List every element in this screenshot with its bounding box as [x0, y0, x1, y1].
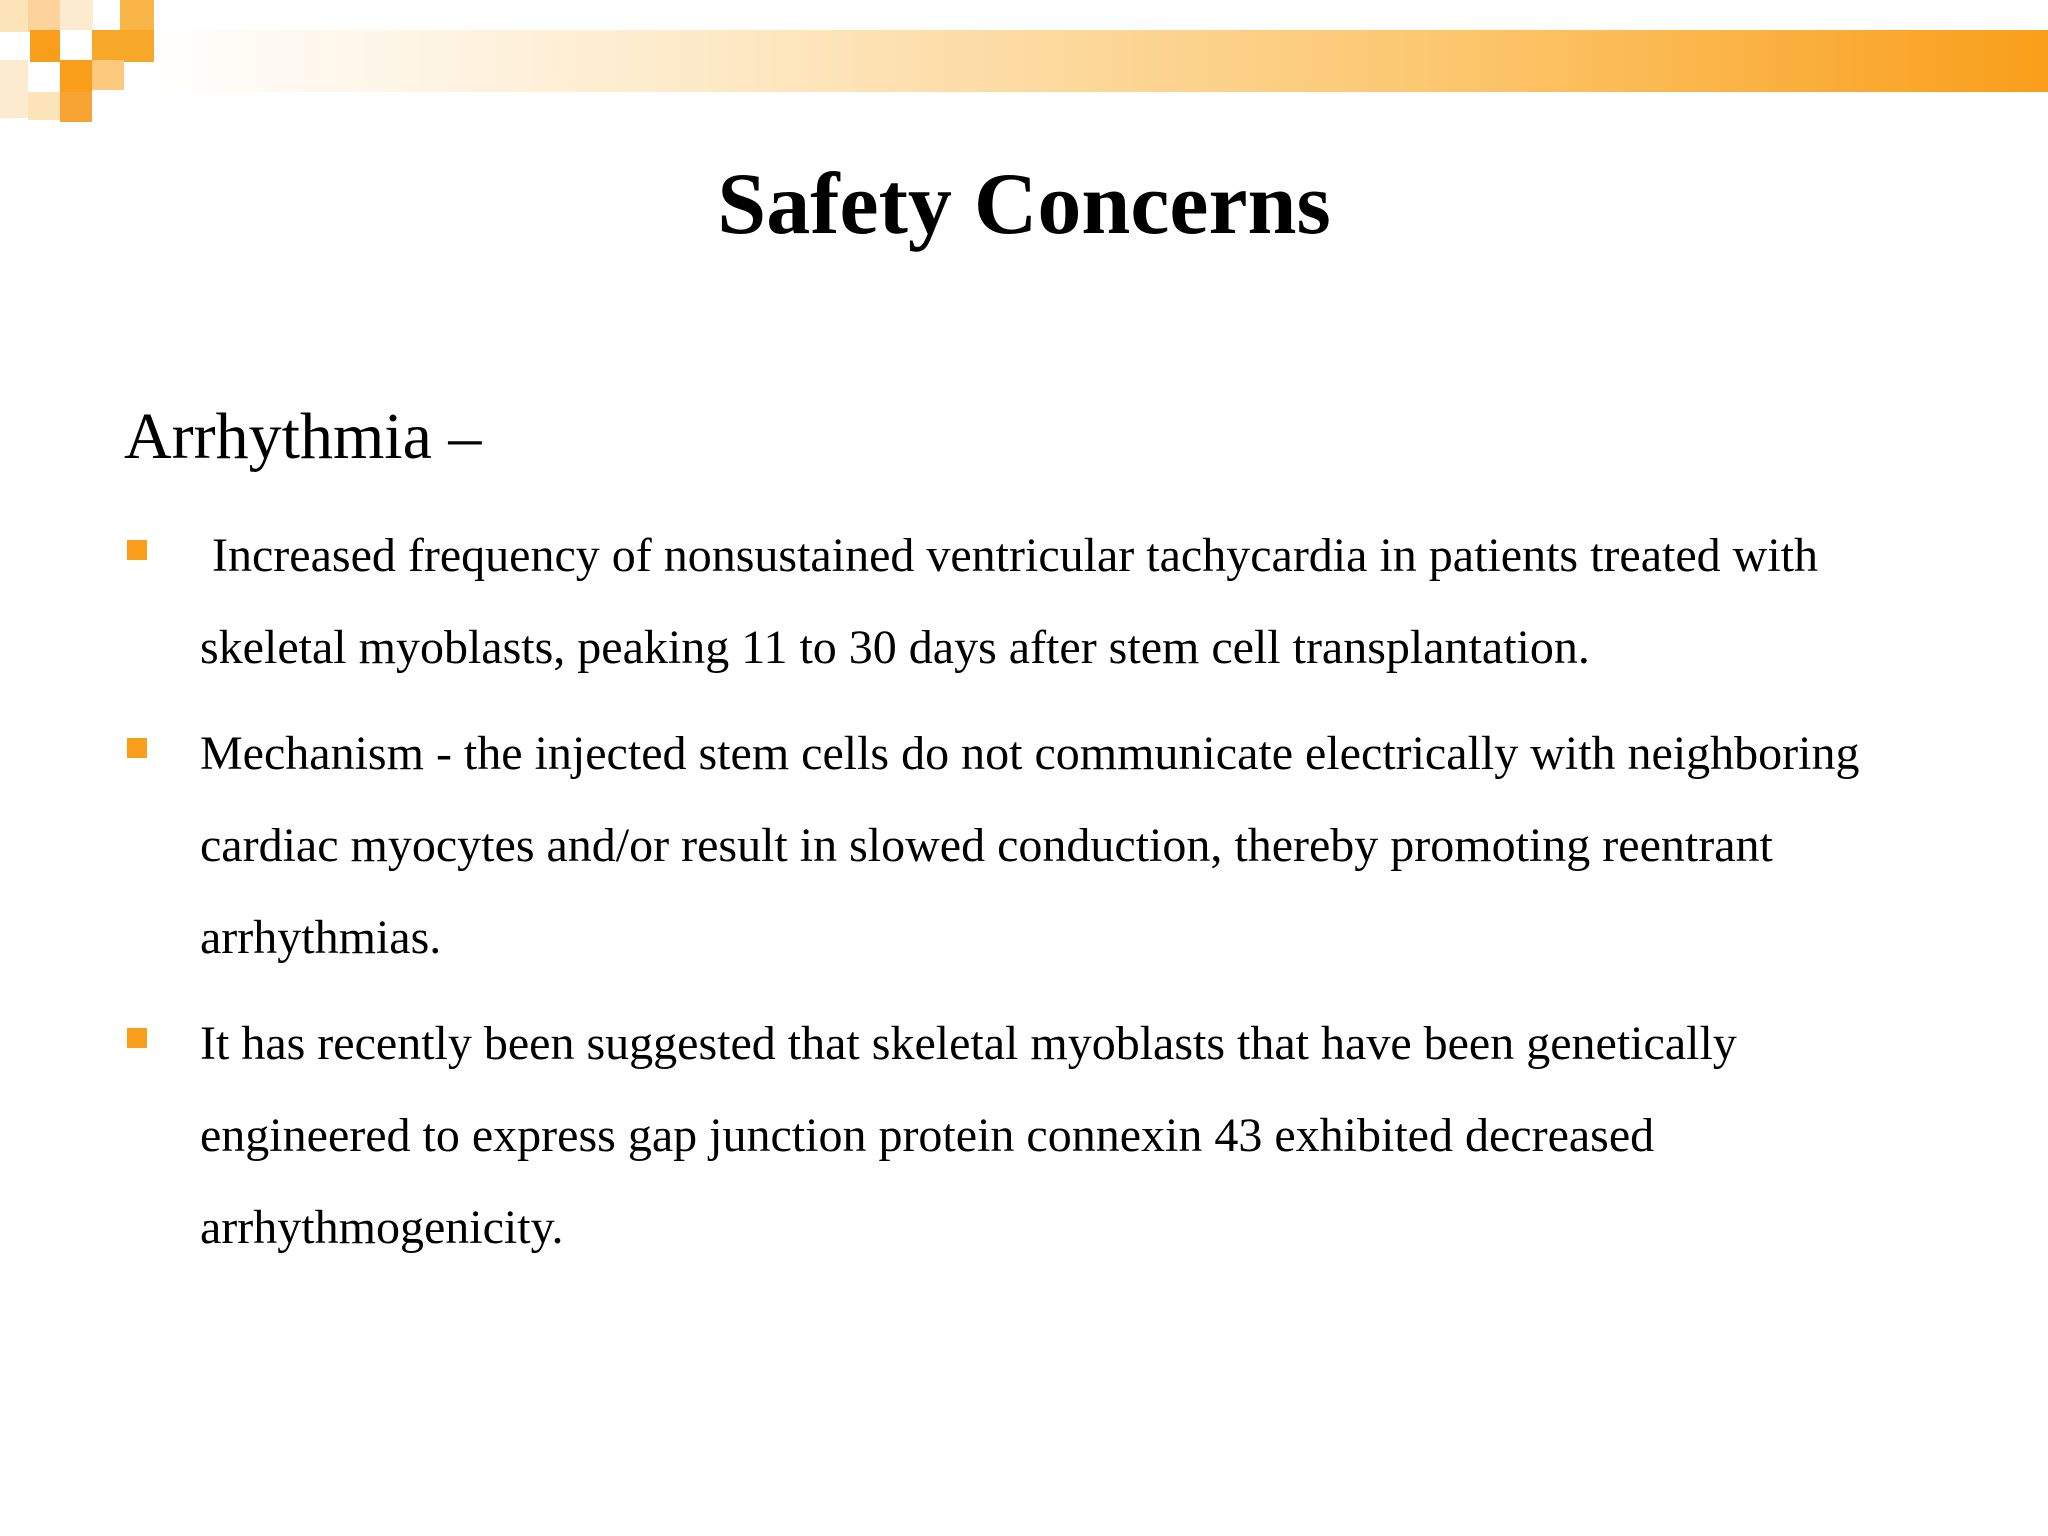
bullet-text: Increased frequency of nonsustained ventricular tachycardia in patients treated with skeletal myoblasts, peaking 11 to 30 days after stem cell transplantation. — [200, 529, 1830, 674]
decor-square — [120, 0, 154, 32]
square-bullet-icon — [127, 540, 147, 560]
decor-square — [60, 0, 93, 30]
bullet-item — [124, 998, 1924, 1274]
decor-square — [60, 92, 92, 122]
decor-square — [28, 0, 60, 32]
decor-square — [30, 30, 60, 62]
decor-square — [92, 30, 154, 62]
section-heading: Arrhythmia – — [124, 400, 482, 473]
square-bullet-icon — [127, 738, 147, 758]
bullet-item — [124, 708, 1924, 984]
decor-square — [0, 60, 28, 118]
bullet-list — [124, 510, 1924, 1288]
header-gradient-band — [150, 30, 2048, 92]
bullet-text: It has recently been suggested that skeletal myoblasts that have been genetically engineered to express gap junction protein connexin 43 exhibited decreased arrhythmogenicity. — [200, 1017, 1737, 1254]
slide-title: Safety Concerns — [717, 156, 1331, 253]
decor-square — [28, 92, 60, 120]
decor-square — [0, 0, 28, 32]
square-bullet-icon — [127, 1028, 147, 1048]
decor-square — [60, 60, 92, 92]
decor-square — [92, 60, 124, 90]
bullet-text: Mechanism - the injected stem cells do not communicate electrically with neighboring cardiac myocytes and/or result in slowed conduction, thereby promoting reentrant arrhythmias. — [200, 727, 1860, 964]
bullet-item — [124, 510, 1924, 694]
